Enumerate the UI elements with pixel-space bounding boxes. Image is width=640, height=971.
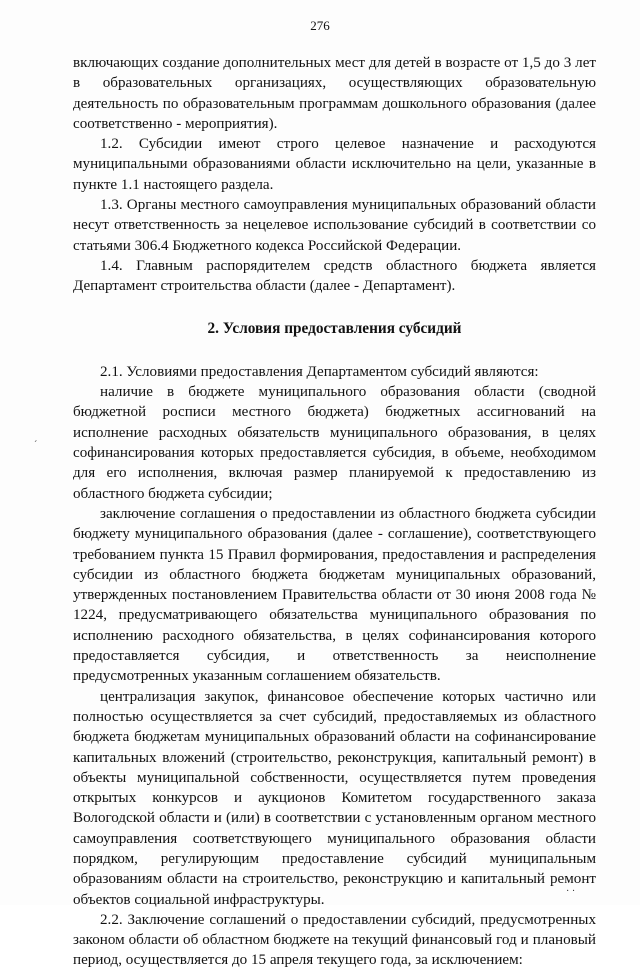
section-2-paragraphs xyxy=(73,362,596,971)
section-1-paragraphs xyxy=(73,53,596,297)
paragraph: включающих создание дополнительных мест для детей в возрасте от 1,5 до 3 лет в образовательных организациях, осуществляющих образовательную деятельность по образовательным программам дошкольного образования (далее соответственно - мероприятия). xyxy=(73,55,596,132)
paragraph: централизация закупок, финансовое обеспечение которых частично или полностью осуществляется за счет субсидий, предоставляемых из областного бюджета бюджетам муниципальных образований области на софинансирование капитальных вложений (строительство, реконструкция, капитальный ремонт) в объекты муниципальной собственности, осуществляется путем проведения открытых конкурсов и аукционов Комитетом государственного заказа Вологодской области и (или) в соответствии с установленным органом местного самоуправления соответствующего муниципального образования области порядком, регулирующим предоставление субсидий муниципальным образованиям области на строительство, реконструкцию и капитальный ремонт объектов социальной инфраструктуры. xyxy=(73,688,596,908)
paragraph: 2.2. Заключение соглашений о предоставлении субсидий, предусмотренных законом области об областном бюджете на текущий финансовый год и плановый период, осуществляется до 15 апреля текущего года, за исключением: xyxy=(73,911,596,969)
paragraph: заключение соглашения о предоставлении из областного бюджета субсидии бюджету муниципального образования (далее - соглашение), соответствующего требованием пункта 15 Правил формирования, предоставления и распределения субсидии из областного бюджета бюджетам муниципальных образований, утвержденных постановлением Правительства области от 30 июня 2008 года № 1224, предусматривающего обязательства муниципального образования по исполнению расходного обязательства, в целях софинансирования которого предоставляется субсидия, и ответственность за неисполнение предусмотренных указанным соглашением обязательств. xyxy=(73,505,596,685)
paragraph: 1.4. Главным распорядителем средств областного бюджета является Департамент строительства области (далее - Департамент). xyxy=(73,257,596,295)
paragraph: 1.2. Субсидии имеют строго целевое назначение и расходуются муниципальными образованиями области исключительно на цели, указанные в пункте 1.1 настоящего раздела. xyxy=(73,136,596,193)
page-number: 276 xyxy=(310,18,330,33)
document-body xyxy=(73,53,596,971)
paragraph: наличие в бюджете муниципального образования области (сводной бюджетной росписи местного бюджета) бюджетных ассигнований на исполнение расходных обязательств муниципального образования, в целях софинансирования которых предоставляется субсидия, в объеме, необходимом для его исполнения, включая размер планируемой к предоставлению из областного бюджета субсидии; xyxy=(73,384,596,502)
section-heading: 2. Условия предоставления субсидий xyxy=(207,319,462,337)
margin-mark-left: ´ xyxy=(34,440,38,451)
paragraph: 2.1. Условиями предоставления Департаментом субсидий являются: xyxy=(100,363,539,380)
paragraph: 1.3. Органы местного самоуправления муниципальных образований области несут ответственность за нецелевое использование субсидий в соответствии со статьями 306.4 Бюджетного кодекса Российской Федерации. xyxy=(73,197,596,254)
margin-mark-bottom: · · xyxy=(566,886,576,897)
